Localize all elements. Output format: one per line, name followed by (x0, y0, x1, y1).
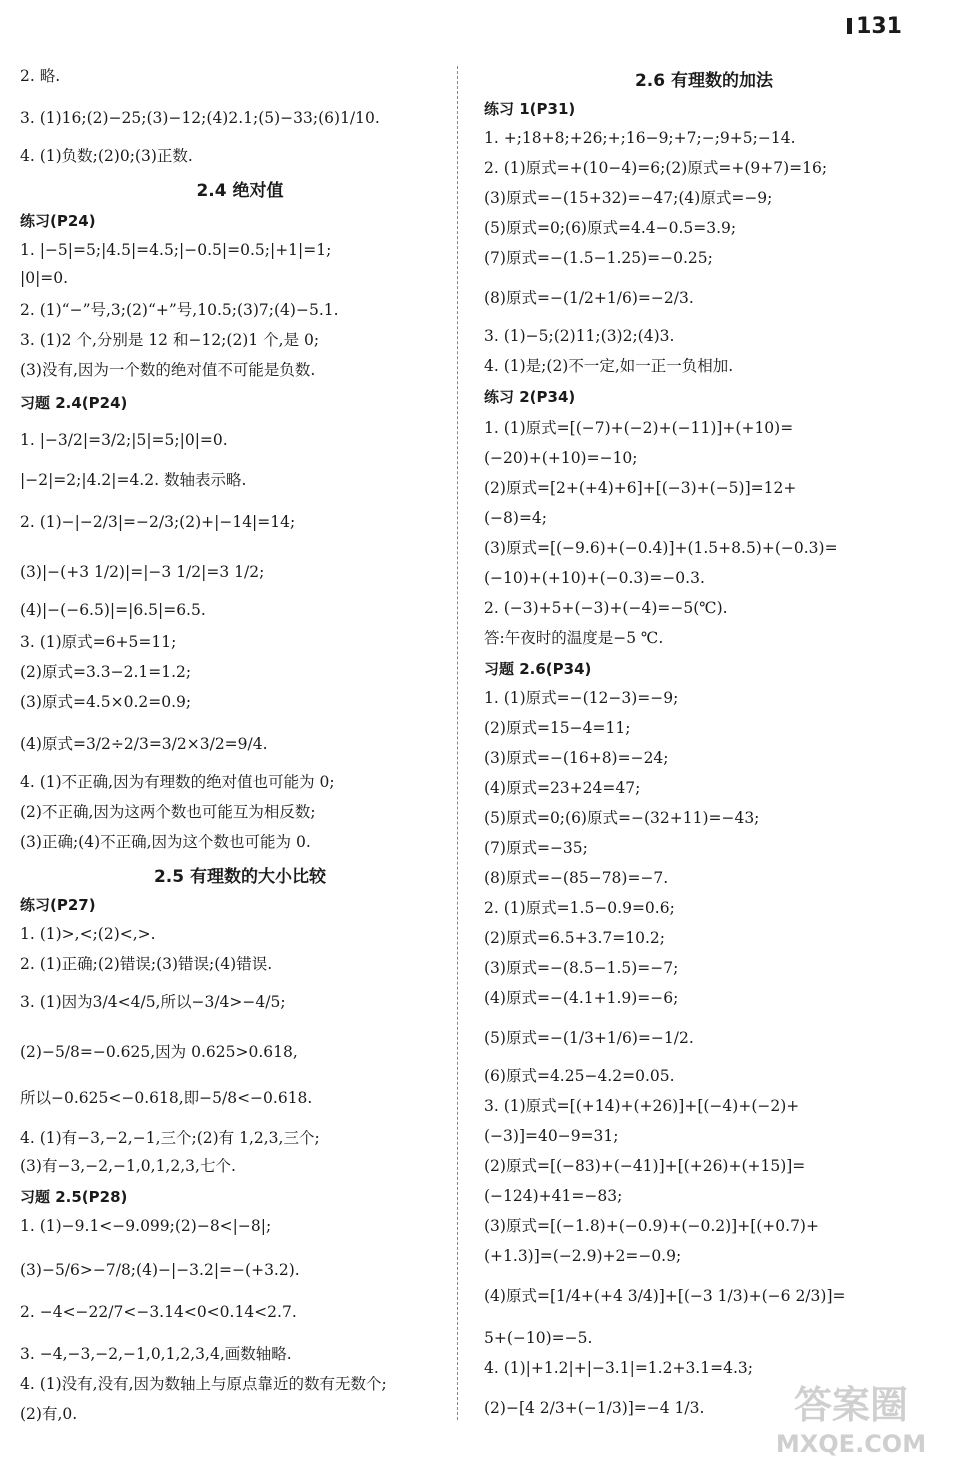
section-heading: 2.4 绝对值 (196, 181, 284, 201)
exercise-subheading: 练习 1(P31) (484, 100, 576, 118)
answer-line: (2)原式=6.5+3.7=10.2; (484, 929, 665, 947)
answer-line: (3)−5/6>−7/8;(4)−|−3.2|=−(+3.2). (20, 1261, 300, 1279)
answer-line: 4. (1)是;(2)不一定,如一正一负相加. (484, 357, 734, 375)
answer-line: (−8)=4; (484, 509, 548, 527)
answer-line: 3. (1)原式=6+5=11; (20, 633, 177, 651)
answer-line: (3)原式=4.5×0.2=0.9; (20, 693, 192, 711)
answer-line: (+1.3)]=(−2.9)+2=−0.9; (484, 1247, 682, 1265)
answer-line: 2. −4<−22/7<−3.14<0<0.14<2.7. (20, 1303, 297, 1321)
answer-line: (2)原式=15−4=11; (484, 719, 631, 737)
answer-line: (−20)+(+10)=−10; (484, 449, 638, 467)
answer-line: 4. (1)有−3,−2,−1,三个;(2)有 1,2,3,三个; (20, 1129, 320, 1147)
answer-line: (2)原式=[2+(+4)+6]+[(−3)+(−5)]=12+ (484, 479, 797, 497)
answer-line: (3)原式=−(8.5−1.5)=−7; (484, 959, 679, 977)
answer-line: 3. −4,−3,−2,−1,0,1,2,3,4,画数轴略. (20, 1345, 292, 1363)
answer-line: (4)原式=−(4.1+1.9)=−6; (484, 989, 679, 1007)
answer-line: 4. (1)|+1.2|+|−3.1|=1.2+3.1=4.3; (484, 1359, 753, 1377)
answer-line: (4)原式=23+24=47; (484, 779, 641, 797)
answer-line: 1. (1)−9.1<−9.099;(2)−8<|−8|; (20, 1217, 272, 1235)
answer-line: |−2|=2;|4.2|=4.2. 数轴表示略. (20, 471, 247, 489)
answer-line: 2. (1)−|−2/3|=−2/3;(2)+|−14|=14; (20, 513, 296, 531)
answer-line: 4. (1)没有,没有,因为数轴上与原点靠近的数有无数个; (20, 1375, 387, 1393)
answer-line: (6)原式=4.25−4.2=0.05. (484, 1067, 675, 1085)
answer-line: (8)原式=−(85−78)=−7. (484, 869, 669, 887)
answer-line: 4. (1)负数;(2)0;(3)正数. (20, 147, 193, 165)
answer-line: 3. (1)因为3/4<4/5,所以−3/4>−4/5; (20, 993, 286, 1011)
answer-line: (7)原式=−35; (484, 839, 588, 857)
exercise-subheading: 习题 2.4(P24) (20, 394, 128, 412)
answer-line: 1. +;18+8;+26;+;16−9;+7;−;9+5;−14. (484, 129, 796, 147)
answer-line: (5)原式=−(1/3+1/6)=−1/2. (484, 1029, 694, 1047)
exercise-subheading: 习题 2.5(P28) (20, 1188, 128, 1206)
answer-line: 3. (1)原式=[(+14)+(+26)]+[(−4)+(−2)+ (484, 1097, 800, 1115)
column-divider (457, 66, 458, 1420)
answer-line: 3. (1)2 个,分别是 12 和−12;(2)1 个,是 0; (20, 331, 320, 349)
answer-line: 所以−0.625<−0.618,即−5/8<−0.618. (20, 1089, 313, 1107)
answer-line: 答:午夜时的温度是−5 ℃. (484, 629, 664, 647)
watermark-logo (756, 1374, 946, 1460)
answer-line: (2)−5/8=−0.625,因为 0.625>0.618, (20, 1043, 298, 1061)
answer-line: 2. (1)原式=1.5−0.9=0.6; (484, 899, 675, 917)
answer-line: 2. (−3)+5+(−3)+(−4)=−5(℃). (484, 599, 728, 617)
answer-line: (8)原式=−(1/2+1/6)=−2/3. (484, 289, 694, 307)
answer-line: |0|=0. (20, 269, 69, 287)
answer-line: (−10)+(+10)+(−0.3)=−0.3. (484, 569, 705, 587)
answer-line: 1. (1)原式=[(−7)+(−2)+(−11)]+(+10)= (484, 419, 794, 437)
answer-line: 1. (1)原式=−(12−3)=−9; (484, 689, 679, 707)
answer-line: (3)原式=[(−9.6)+(−0.4)]+(1.5+8.5)+(−0.3)= (484, 539, 838, 557)
answer-line: 1. |−5|=5;|4.5|=4.5;|−0.5|=0.5;|+1|=1; (20, 241, 332, 259)
answer-line: (4)|−(−6.5)|=|6.5|=6.5. (20, 601, 206, 619)
exercise-subheading: 练习 2(P34) (484, 388, 576, 406)
answer-line: 2. (1)正确;(2)错误;(3)错误;(4)错误. (20, 955, 273, 973)
answer-line: (2)有,0. (20, 1405, 78, 1423)
answer-line: (4)原式=3/2÷2/3=3/2×3/2=9/4. (20, 735, 268, 753)
answer-line: (5)原式=0;(6)原式=−(32+11)=−43; (484, 809, 760, 827)
answer-line: (7)原式=−(1.5−1.25)=−0.25; (484, 249, 713, 267)
exercise-subheading: 练习(P27) (20, 896, 96, 914)
answer-line: (3)原式=[(−1.8)+(−0.9)+(−0.2)]+[(+0.7)+ (484, 1217, 819, 1235)
answer-line: 5+(−10)=−5. (484, 1329, 593, 1347)
answer-line: 2. (1)原式=+(10−4)=6;(2)原式=+(9+7)=16; (484, 159, 828, 177)
exercise-subheading: 习题 2.6(P34) (484, 660, 592, 678)
answer-line: 1. (1)>,<;(2)<,>. (20, 925, 156, 943)
answer-line: (5)原式=0;(6)原式=4.4−0.5=3.9; (484, 219, 737, 237)
answer-line: (2)−[4 2/3+(−1/3)]=−4 1/3. (484, 1399, 705, 1417)
watermark-url: MXQE.COM (775, 1430, 927, 1458)
watermark-title: 答案圈 (793, 1383, 909, 1427)
answer-line: (4)原式=[1/4+(+4 3/4)]+[(−3 1/3)+(−6 2/3)]= (484, 1287, 846, 1305)
section-heading: 2.6 有理数的加法 (634, 71, 774, 91)
answer-line: 1. |−3/2|=3/2;|5|=5;|0|=0. (20, 431, 228, 449)
answer-line: (3)原式=−(16+8)=−24; (484, 749, 669, 767)
answer-line: (3)有−3,−2,−1,0,1,2,3,七个. (20, 1157, 236, 1175)
answer-line: (3)没有,因为一个数的绝对值不可能是负数. (20, 361, 316, 379)
answer-line: (2)不正确,因为这两个数也可能互为相反数; (20, 803, 316, 821)
answer-line: (2)原式=[(−83)+(−41)]+[(+26)+(+15)]= (484, 1157, 806, 1175)
answer-line: (−3)]=40−9=31; (484, 1127, 619, 1145)
answer-line: (3)原式=−(15+32)=−47;(4)原式=−9; (484, 189, 773, 207)
answer-line: 3. (1)16;(2)−25;(3)−12;(4)2.1;(5)−33;(6)1/10. (20, 109, 380, 127)
answer-line: 4. (1)不正确,因为有理数的绝对值也可能为 0; (20, 773, 335, 791)
page-number: 131 (847, 14, 902, 39)
answer-line: (2)原式=3.3−2.1=1.2; (20, 663, 192, 681)
answer-line: (−124)+41=−83; (484, 1187, 623, 1205)
exercise-subheading: 练习(P24) (20, 212, 96, 230)
answer-line: 2. 略. (20, 67, 61, 85)
section-heading: 2.5 有理数的大小比较 (153, 867, 327, 887)
answer-line: 3. (1)−5;(2)11;(3)2;(4)3. (484, 327, 675, 345)
answer-line: 2. (1)“−”号,3;(2)“+”号,10.5;(3)7;(4)−5.1. (20, 301, 339, 319)
answer-line: (3)|−(+3 1/2)|=|−3 1/2|=3 1/2; (20, 563, 265, 581)
answer-line: (3)正确;(4)不正确,因为这个数也可能为 0. (20, 833, 311, 851)
